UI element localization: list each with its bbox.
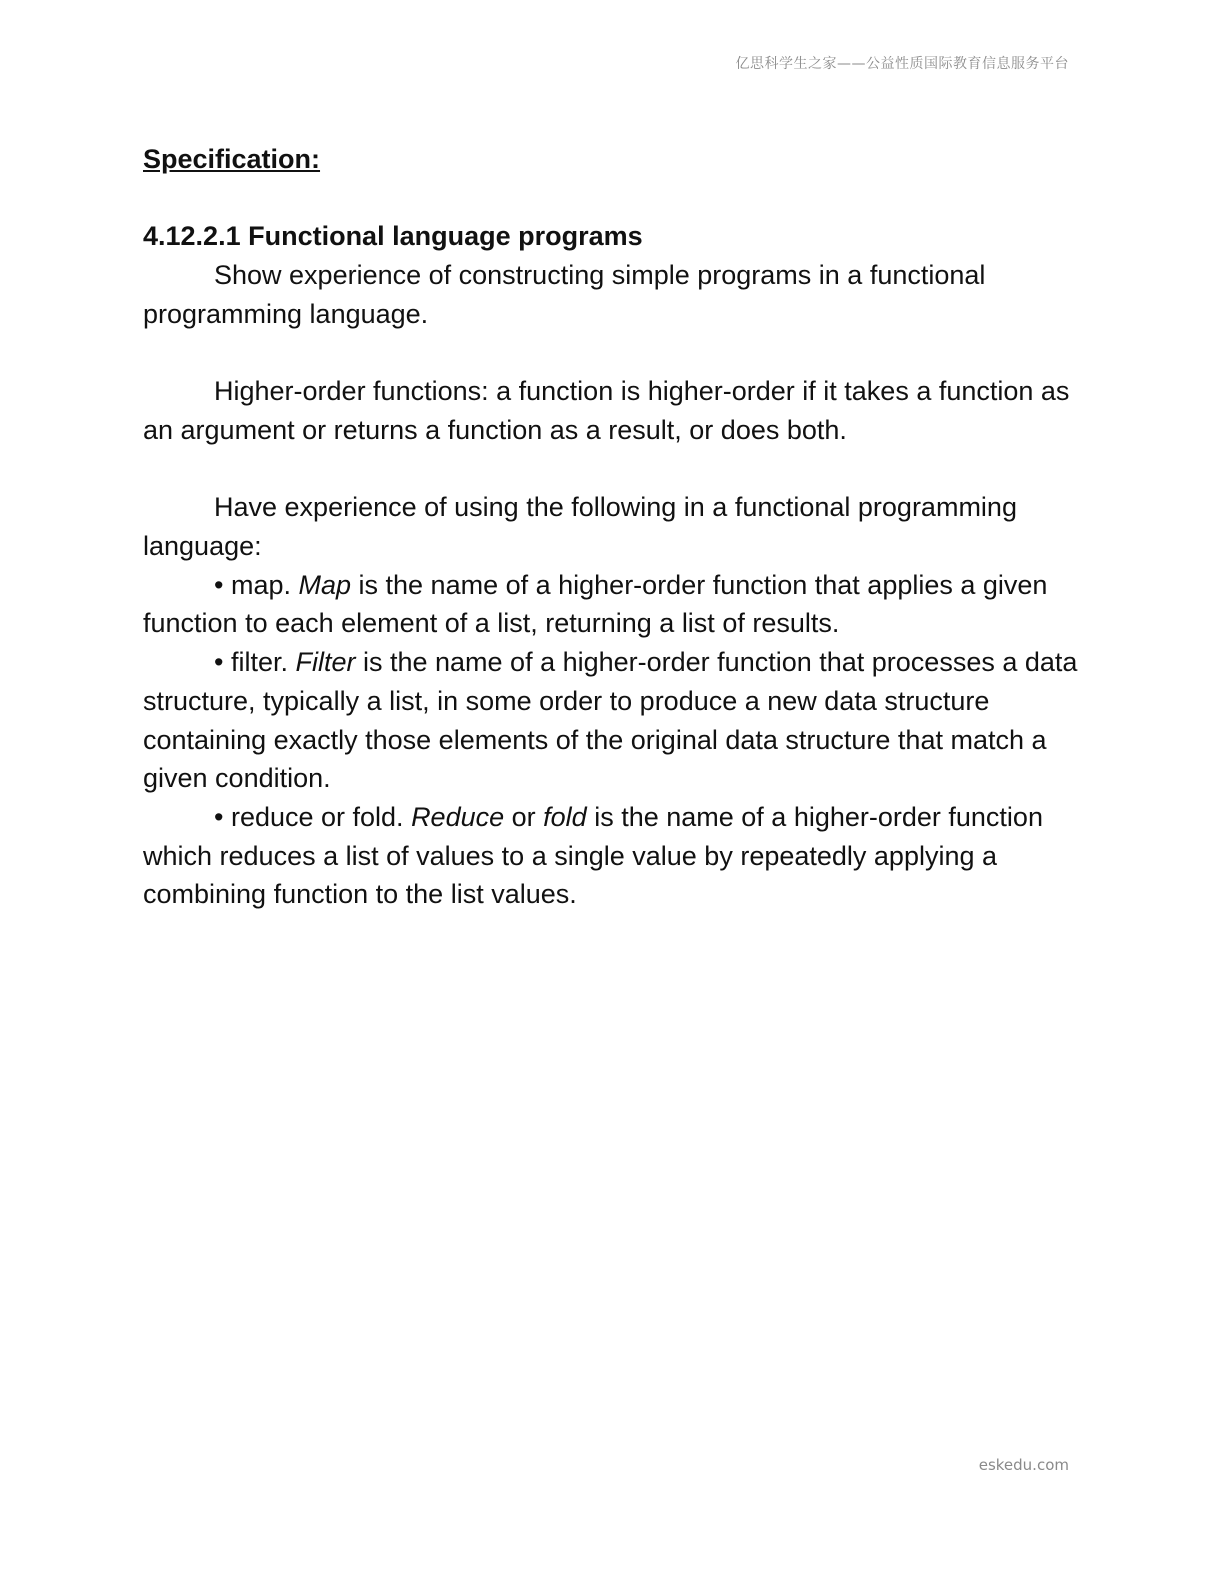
bullet-text: is the name of a higher-order function that processes a data structure, typically a list, in some order to produce a new data structure containing exactly those elements of the original data structure that match a given condition. <box>143 647 1078 794</box>
bullet-lead: • filter. <box>214 647 296 678</box>
bullet-lead: • map. <box>214 569 299 600</box>
bullet-item-map <box>143 566 1078 643</box>
intro-paragraph: Show experience of constructing simple programs in a functional programming language. <box>143 260 986 329</box>
experience-paragraph: Have experience of using the following in a functional programming language: <box>143 492 1017 561</box>
bullet-item-reduce <box>143 798 1078 914</box>
bullet-text: is the name of a higher-order function that applies a given function to each element of a list, returning a list of results. <box>143 569 1048 639</box>
bullet-connector: or <box>504 801 544 832</box>
higher-order-paragraph: Higher-order functions: a function is higher-order if it takes a function as an argument or returns a function as a result, or does both. <box>143 376 1070 445</box>
bullet-item-filter <box>143 643 1078 798</box>
bullet-term: Filter <box>295 647 356 678</box>
section-heading: 4.12.2.1 Functional language programs <box>143 221 643 252</box>
bullet-term: Map <box>298 569 352 600</box>
document-body <box>143 140 1078 914</box>
bullet-term: Reduce <box>411 801 505 832</box>
bullet-text: is the name of a higher-order function which reduces a list of values to a single value by repeatedly applying a combining function to the list values. <box>143 801 1043 910</box>
page-header-site-name: 亿思科学生之家——公益性质国际教育信息服务平台 <box>735 56 1069 72</box>
bullet-term-secondary: fold <box>543 801 587 832</box>
paragraph-gap <box>143 450 1078 489</box>
bullet-lead: • reduce or fold. <box>214 801 412 832</box>
specification-title: Specification: <box>143 144 321 174</box>
paragraph-gap <box>143 334 1078 373</box>
page-footer-url: eskedu.com <box>978 1456 1069 1474</box>
